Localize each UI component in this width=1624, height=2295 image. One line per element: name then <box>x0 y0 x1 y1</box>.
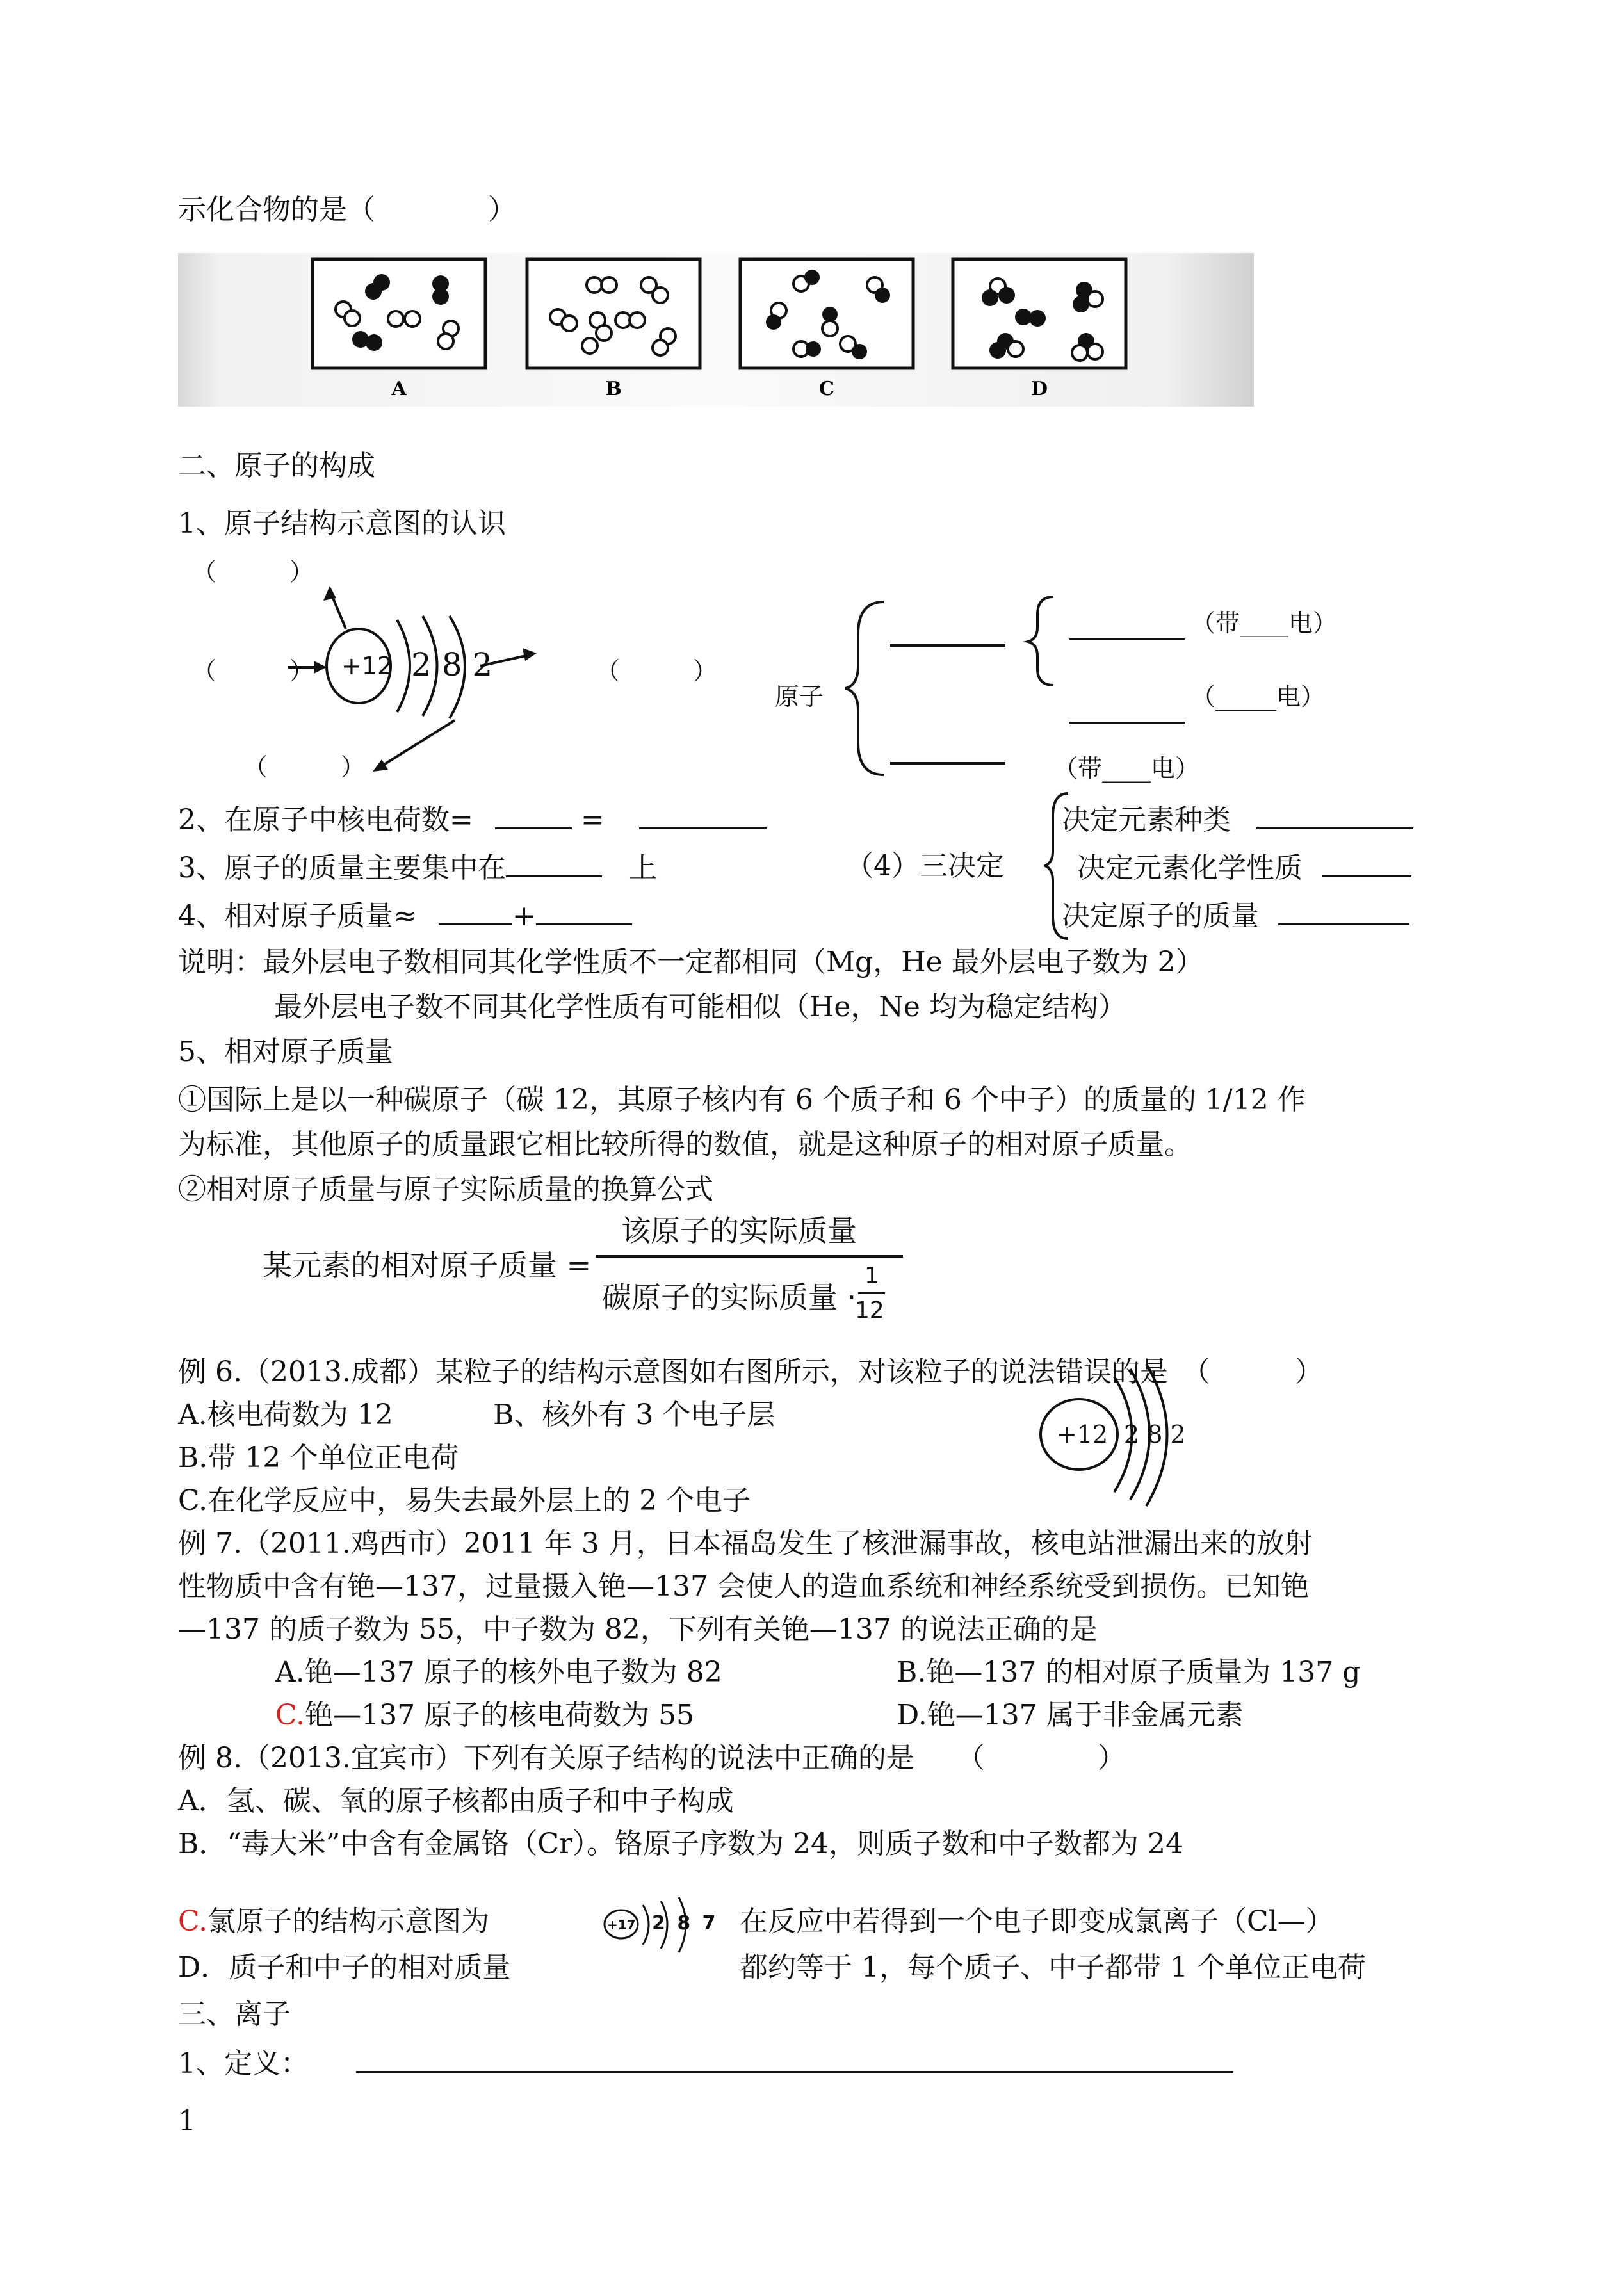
formula-frac-den: 12 <box>855 1297 884 1324</box>
line2-blank-1[interactable] <box>495 800 572 829</box>
line4-blank-2[interactable] <box>536 896 632 925</box>
diagram-c <box>740 259 913 368</box>
ex6-option-b2: B.带 12 个单位正电荷 <box>178 1441 459 1474</box>
line4-blank-1[interactable] <box>439 896 512 925</box>
ex7-option-d: D.铯—137 属于非金属元素 <box>897 1699 1244 1731</box>
line2 <box>178 800 767 838</box>
ex8-stem: 例 8.（2013.宜宾市）下列有关原子结构的说法中正确的是 （ ） <box>178 1742 1126 1774</box>
atom-tree-braces <box>845 596 1063 781</box>
decide-1 <box>1062 800 1413 838</box>
definition-blank[interactable] <box>356 2044 1233 2073</box>
ex8-fig-shells: 2 8 7 <box>652 1912 719 1934</box>
definition-label: 1、定义： <box>178 2047 309 2080</box>
decide-3-blank[interactable] <box>1278 896 1409 925</box>
formula-denominator: 碳原子的实际质量 · <box>602 1280 857 1315</box>
atom-paren-bottom: （ ） <box>243 753 366 781</box>
ex8-option-c-text: 氯原子的结构示意图为 <box>207 1905 490 1938</box>
line4 <box>178 896 632 934</box>
line3-blank[interactable] <box>506 848 602 877</box>
ex6-option-a: A.核电荷数为 12 <box>178 1399 393 1431</box>
atom-paren-right: （ ） <box>596 657 718 685</box>
tree-sub-3: （带____电） <box>1053 754 1200 783</box>
atom-tree-root: 原子 <box>775 683 824 711</box>
line4-plus: + <box>512 900 536 932</box>
ex8-fig-nucleus: +17 <box>607 1917 636 1933</box>
formula-frac-bar <box>858 1292 885 1294</box>
diagram-b <box>527 259 700 368</box>
formula-bar <box>596 1255 903 1258</box>
s5-title: 5、相对原子质量 <box>178 1035 393 1068</box>
line2-blank-2[interactable] <box>639 800 767 829</box>
formula-numerator: 该原子的实际质量 <box>621 1213 857 1248</box>
three-decide-label: （4）三决定 <box>845 850 1004 882</box>
ex8-option-b: B．“毒大米”中含有金属铬（Cr）。铬原子序数为 24，则质子数和中子数都为 24 <box>178 1828 1183 1860</box>
ex8-option-c <box>178 1904 489 1940</box>
decide-3 <box>1062 896 1409 934</box>
tree-sub-2: （_____电） <box>1191 683 1326 711</box>
diagram-a <box>313 259 485 368</box>
diagram-label-a: A <box>391 378 407 400</box>
note-2: 最外层电子数不同其化学性质有可能相似（He，Ne 均为稳定结构） <box>274 991 1126 1023</box>
formula-frac-num: 1 <box>865 1263 879 1289</box>
molecule-diagram-strip <box>178 253 1254 407</box>
ex6-option-c: C.在化学反应中，易失去最外层上的 2 个电子 <box>178 1484 751 1517</box>
ex6-stem: 例 6.（2013.成都）某粒子的结构示意图如右图所示，对该粒子的说法错误的是 （ ） <box>178 1356 1323 1388</box>
ex6-option-b: B、核外有 3 个电子层 <box>493 1399 775 1431</box>
decide-1-text: 决定元素种类 <box>1062 804 1231 836</box>
tree-blank-2[interactable] <box>1069 695 1185 724</box>
line4-text: 4、相对原子质量≈ <box>178 900 417 932</box>
atom-nucleus-label: +12 <box>341 652 393 680</box>
diagram-label-d: D <box>1030 378 1048 400</box>
page-number: 1 <box>178 2105 196 2137</box>
ex8-option-d2: 都约等于 1，每个质子、中子都带 1 个单位正电荷 <box>740 1951 1366 1984</box>
atom-paren-left: （ ） <box>192 657 314 685</box>
s5-p1a: ①国际上是以一种碳原子（碳 12，其原子核内有 6 个质子和 6 个中子）的质量的 1/12 作 <box>178 1083 1306 1116</box>
ex8-option-c-letter: C. <box>178 1905 208 1938</box>
ex8-option-d: D．质子和中子的相对质量 <box>178 1951 511 1984</box>
question-intro: 示化合物的是（ ） <box>178 193 516 226</box>
ex6-nucleus: +12 <box>1057 1420 1108 1448</box>
section2-title: 二、原子的构成 <box>178 450 375 482</box>
line2-text: 2、在原子中核电荷数= <box>178 804 473 836</box>
ex6-shells: 2 8 2 <box>1124 1420 1186 1448</box>
note-1: 说明：最外层电子数相同其化学性质不一定都相同（Mg，He 最外层电子数为 2） <box>178 946 1204 978</box>
ex7-option-a: A.铯—137 原子的核外电子数为 82 <box>275 1656 722 1689</box>
decide-2 <box>1077 848 1411 886</box>
tree-blank-1[interactable] <box>1069 612 1185 640</box>
ex7-line2: 性物质中含有铯—137，过量摄入铯—137 会使人的造血系统和神经系统受到损伤。已知铯 <box>178 1570 1309 1603</box>
decide-2-blank[interactable] <box>1322 848 1411 877</box>
ex7-line1: 例 7.（2011.鸡西市）2011 年 3 月，日本福岛发生了核泄漏事故，核电站泄漏出来的放射 <box>178 1527 1313 1560</box>
ex7-option-c-letter: C. <box>275 1699 305 1731</box>
tree-sub-1: （带____电） <box>1191 609 1338 637</box>
formula-lhs: 某元素的相对原子质量 = <box>263 1248 592 1283</box>
ex7-option-c-text: 铯—137 原子的核电荷数为 55 <box>305 1699 695 1731</box>
diagram-d <box>953 259 1126 368</box>
molecule-diagrams <box>178 253 1254 407</box>
section3-title: 三、离子 <box>178 1998 291 2031</box>
ex8-option-c2: 在反应中若得到一个电子即变成氯离子（Cl—） <box>740 1905 1334 1938</box>
atom-shell-numbers: 2 8 2 <box>411 646 493 683</box>
atom-paren-top: （ ） <box>192 558 314 586</box>
ex7-option-b: B.铯—137 的相对原子质量为 137 g <box>897 1656 1361 1689</box>
s5-p1b: 为标准，其他原子的质量跟它相比较所得的数值，就是这种原子的相对原子质量。 <box>178 1128 1192 1161</box>
mass-formula <box>263 1210 909 1338</box>
decide-1-blank[interactable] <box>1256 800 1413 829</box>
diagram-label-c: C <box>819 378 834 400</box>
s1-title: 1、原子结构示意图的认识 <box>178 507 506 540</box>
s5-p2: ②相对原子质量与原子实际质量的换算公式 <box>178 1173 713 1206</box>
line3 <box>178 848 657 886</box>
diagram-label-b: B <box>605 378 622 400</box>
line3-end: 上 <box>629 852 657 884</box>
decide-2-text: 决定元素化学性质 <box>1077 852 1303 884</box>
decide-3-text: 决定原子的质量 <box>1062 900 1259 932</box>
ex7-line3: —137 的质子数为 55，中子数为 82，下列有关铯—137 的说法正确的是 <box>178 1613 1098 1646</box>
line3-text: 3、原子的质量主要集中在 <box>178 852 506 884</box>
ex8-option-a: A．氢、碳、氧的原子核都由质子和中子构成 <box>178 1785 734 1817</box>
line2-eq: = <box>580 804 605 836</box>
definition-line <box>178 2044 1233 2082</box>
ex7-option-c <box>275 1698 694 1733</box>
